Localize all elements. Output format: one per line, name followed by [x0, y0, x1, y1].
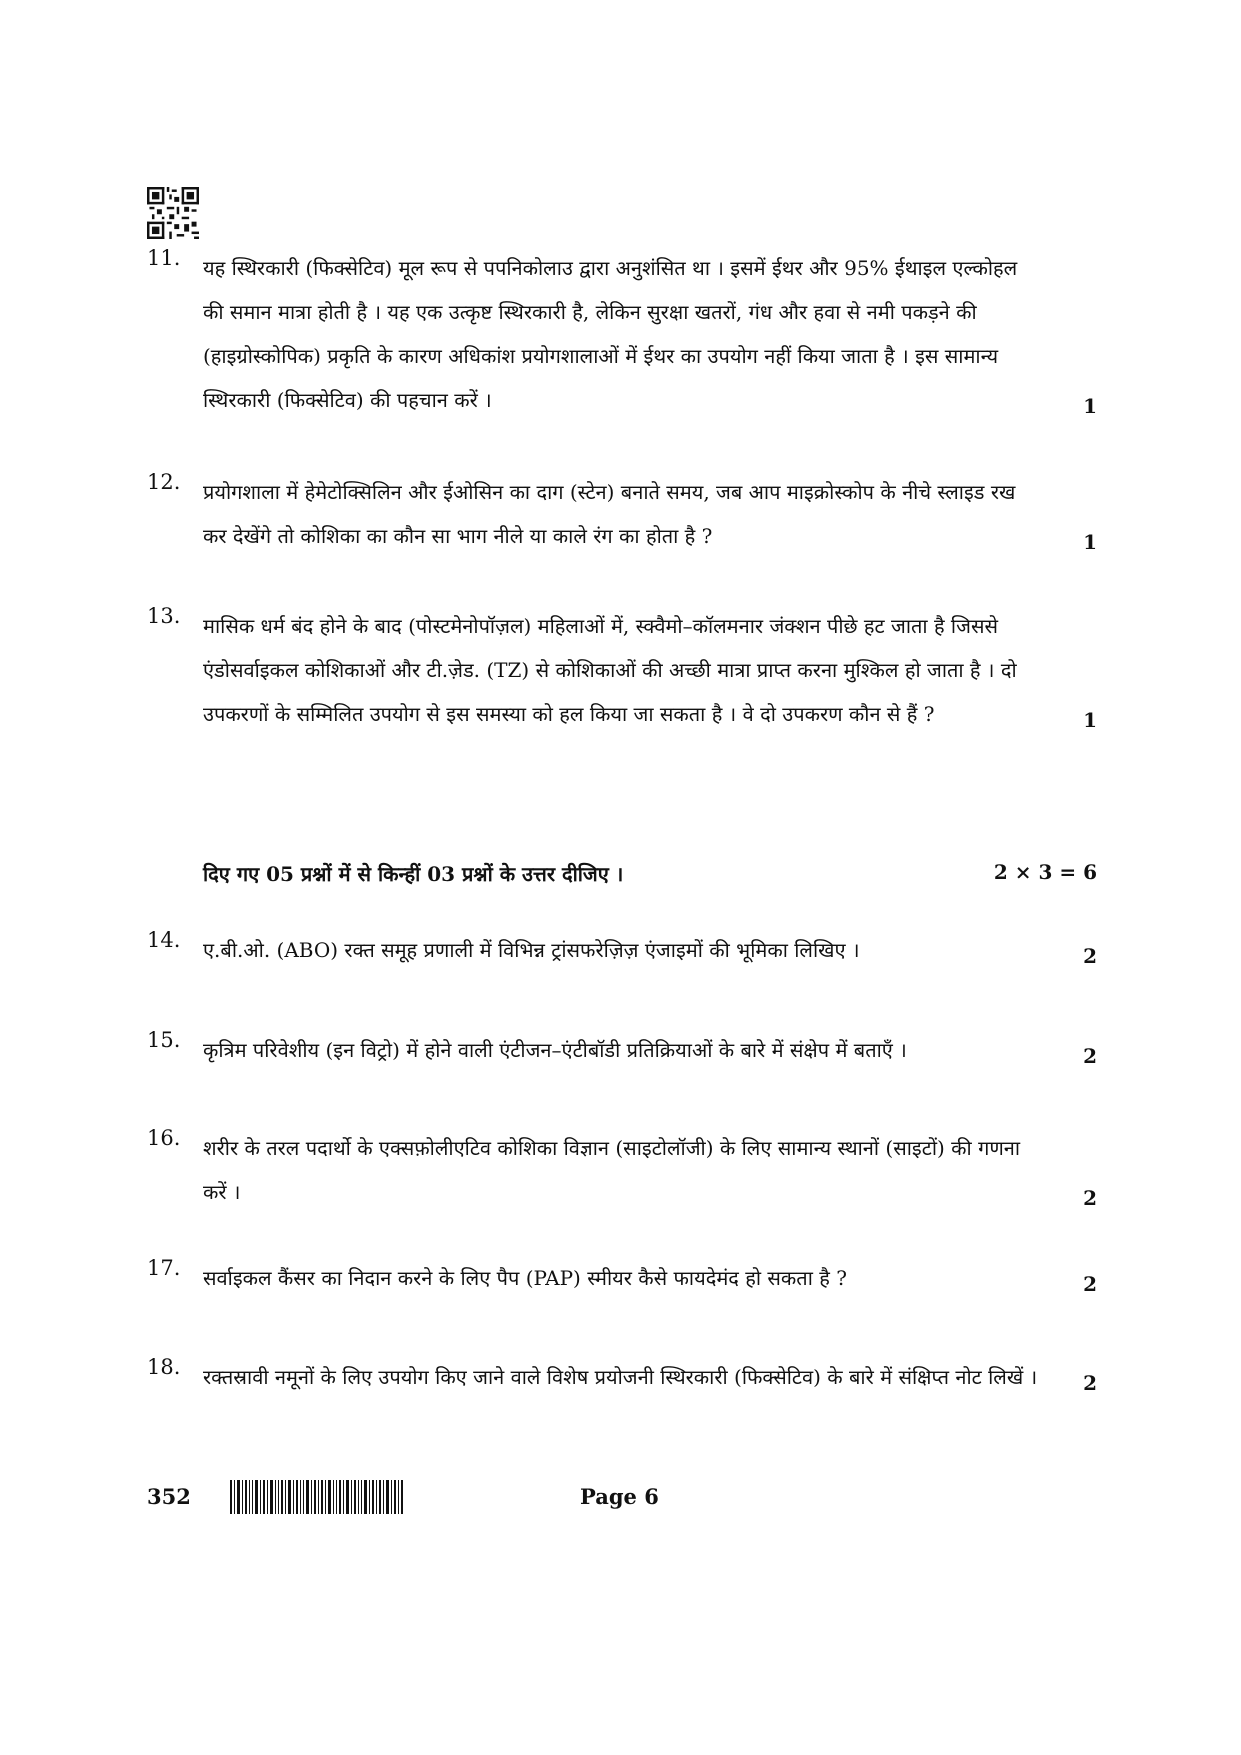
page-number: Page 6: [580, 1484, 659, 1509]
question-text: रक्तस्रावी नमूनों के लिए उपयोग किए जाने वाले विशेष प्रयोजनी स्थिरकारी (फिक्सेटिव) के बारे में संक्षिप्त नोट लिखें ।: [203, 1365, 1038, 1389]
question-marks: 1: [1083, 394, 1097, 418]
question-15: [147, 1028, 1097, 1072]
section-instruction: [203, 860, 1097, 887]
question-number: 17.: [147, 1256, 181, 1280]
paper-code: 352: [147, 1484, 191, 1509]
question-16: [147, 1126, 1097, 1214]
question-12: [147, 470, 1097, 558]
question-marks: 1: [1083, 530, 1097, 554]
question-text: ए.बी.ओ. (ABO) रक्त समूह प्रणाली में विभिन्न ट्रांसफरेज़िज़ एंजाइमों की भूमिका लिखिए ।: [203, 938, 860, 962]
question-11: [147, 246, 1097, 422]
question-text: मासिक धर्म बंद होने के बाद (पोस्टमेनोपॉज़ल) महिलाओं में, स्क्वैमो–कॉलमनार जंक्शन पीछे हट जाता है जिससे एंडोसर्वाइकल कोशिकाओं और टी.ज़ेड. (TZ) से कोशिकाओं की अच्छी मात्रा प्राप्त करना मुश्किल हो जाता है । दो उपकरणों के सम्मिलित उपयोग से इस समस्या को हल किया जा सकता है । वे दो उपकरण कौन से हैं ?: [203, 614, 1017, 726]
question-text: प्रयोगशाला में हेमेटोक्सिलिन और ईओसिन का दाग (स्टेन) बनाते समय, जब आप माइक्रोस्कोप के नीचे स्लाइड रख कर देखेंगे तो कोशिका का कौन सा भाग नीले या काले रंग का होता है ?: [203, 480, 1016, 548]
question-number: 14.: [147, 928, 181, 952]
question-marks: 2: [1083, 944, 1097, 968]
question-marks: 2: [1083, 1272, 1097, 1296]
question-marks: 2: [1083, 1044, 1097, 1068]
instruction-text: दिए गए 05 प्रश्नों में से किन्हीं 03 प्रश्नों के उत्तर दीजिए ।: [203, 862, 624, 886]
question-marks: 2: [1083, 1371, 1097, 1395]
question-17: [147, 1256, 1097, 1300]
qr-code-icon: [147, 187, 199, 239]
question-number: 16.: [147, 1126, 181, 1150]
section-score: 2 × 3 = 6: [993, 860, 1097, 884]
question-number: 12.: [147, 470, 181, 494]
barcode-icon: [230, 1480, 405, 1514]
question-marks: 1: [1083, 708, 1097, 732]
question-number: 11.: [147, 246, 181, 270]
question-text: शरीर के तरल पदार्थो के एक्सफ़ोलीएटिव कोशिका विज्ञान (साइटोलॉजी) के लिए सामान्य स्थानों (साइटों) की गणना करें ।: [203, 1136, 1021, 1204]
question-text: सर्वाइकल कैंसर का निदान करने के लिए पैप (PAP) स्मीयर कैसे फायदेमंद हो सकता है ?: [203, 1266, 847, 1290]
page-footer: [147, 1480, 1097, 1520]
question-14: [147, 928, 1097, 972]
question-number: 15.: [147, 1028, 181, 1052]
question-18: [147, 1355, 1097, 1399]
question-text: यह स्थिरकारी (फिक्सेटिव) मूल रूप से पपनिकोलाउ द्वारा अनुशंसित था । इसमें ईथर और 95% ईथाइल एल्कोहल की समान मात्रा होती है । यह एक उत्कृष्ट स्थिरकारी है, लेकिन सुरक्षा खतरों, गंध और हवा से नमी पकड़ने की (हाइग्रोस्कोपिक) प्रकृति के कारण अधिकांश प्रयोगशालाओं में ईथर का उपयोग नहीं किया जाता है । इस सामान्य स्थिरकारी (फिक्सेटिव) की पहचान करें ।: [203, 256, 1018, 412]
question-13: [147, 604, 1097, 736]
question-number: 13.: [147, 604, 181, 628]
question-text: कृत्रिम परिवेशीय (इन विट्रो) में होने वाली एंटीजन–एंटीबॉडी प्रतिक्रियाओं के बारे में संक्षेप में बताएँ ।: [203, 1038, 907, 1062]
question-number: 18.: [147, 1355, 181, 1379]
question-marks: 2: [1083, 1186, 1097, 1210]
